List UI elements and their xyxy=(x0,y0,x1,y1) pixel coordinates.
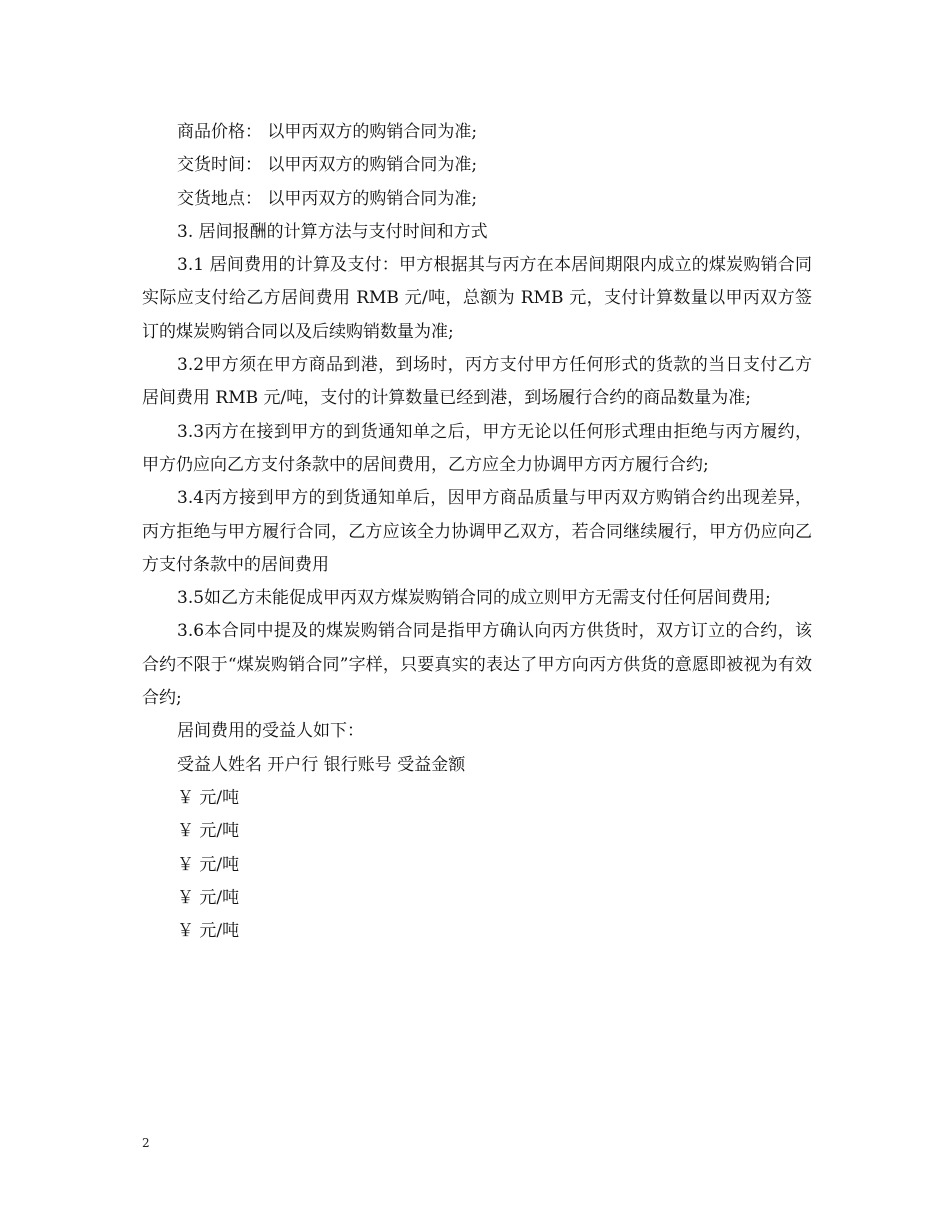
price-term-line: 商品价格： 以甲丙双方的购销合同为准; xyxy=(177,122,478,142)
beneficiary-row: ￥ 元/吨 xyxy=(177,921,240,942)
clause-3-2: 3.2甲方须在甲方商品到港，到场时，丙方支付甲方任何形式的货款的当日支付乙方居间费用 RMB 元/吨，支付的计算数量已经到港，到场履行合约的商品数量为准; xyxy=(142,355,812,409)
beneficiary-row: ￥ 元/吨 xyxy=(177,854,240,875)
clause-3-5: 3.5如乙方未能促成甲丙双方煤炭购销合同的成立则甲方无需支付任何居间费用; xyxy=(177,588,771,609)
beneficiary-row: ￥ 元/吨 xyxy=(177,787,240,808)
delivery-place-line: 交货地点： 以甲丙双方的购销合同为准; xyxy=(177,188,478,209)
clause-3-4: 3.4丙方接到甲方的到货通知单后，因甲方商品质量与甲丙双方购销合约出现差异，丙方拒绝与甲方履行合同，乙方应该全力协调甲乙双方，若合同继续履行，甲方仍应向乙方支付条款中的居间费用 xyxy=(142,488,812,575)
delivery-time-line: 交货时间： 以甲丙双方的购销合同为准; xyxy=(177,155,478,176)
clause-3-6: 3.6本合同中提及的煤炭购销合同是指甲方确认向丙方供货时，双方订立的合约，该合约不限于“煤炭购销合同”字样，只要真实的表达了甲方向丙方供货的意愿即被视为有效合约; xyxy=(142,621,812,709)
clause-3-1: 3.1 居间费用的计算及支付：甲方根据其与丙方在本居间期限内成立的煤炭购销合同实际应支付给乙方居间费用 RMB 元/吨，总额为 RMB 元，支付计算数量以甲丙双方签订的煤炭购销合同以及后续购销数量为准; xyxy=(142,255,812,342)
beneficiary-table-header: 受益人姓名 开户行 银行账号 受益金额 xyxy=(177,754,466,775)
section-3-heading: 3. 居间报酬的计算方法与支付时间和方式 xyxy=(177,221,488,242)
beneficiary-row: ￥ 元/吨 xyxy=(177,887,240,908)
clause-3-3: 3.3丙方在接到甲方的到货通知单之后，甲方无论以任何形式理由拒绝与丙方履约， 甲方仍应向乙方支付条款中的居间费用，乙方应全力协调甲方丙方履行合约; xyxy=(142,421,812,475)
beneficiary-row: ￥ 元/吨 xyxy=(177,821,240,842)
page-number: 2 xyxy=(142,1136,150,1150)
document-body xyxy=(142,116,812,948)
beneficiary-intro: 居间费用的受益人如下： xyxy=(177,721,364,742)
